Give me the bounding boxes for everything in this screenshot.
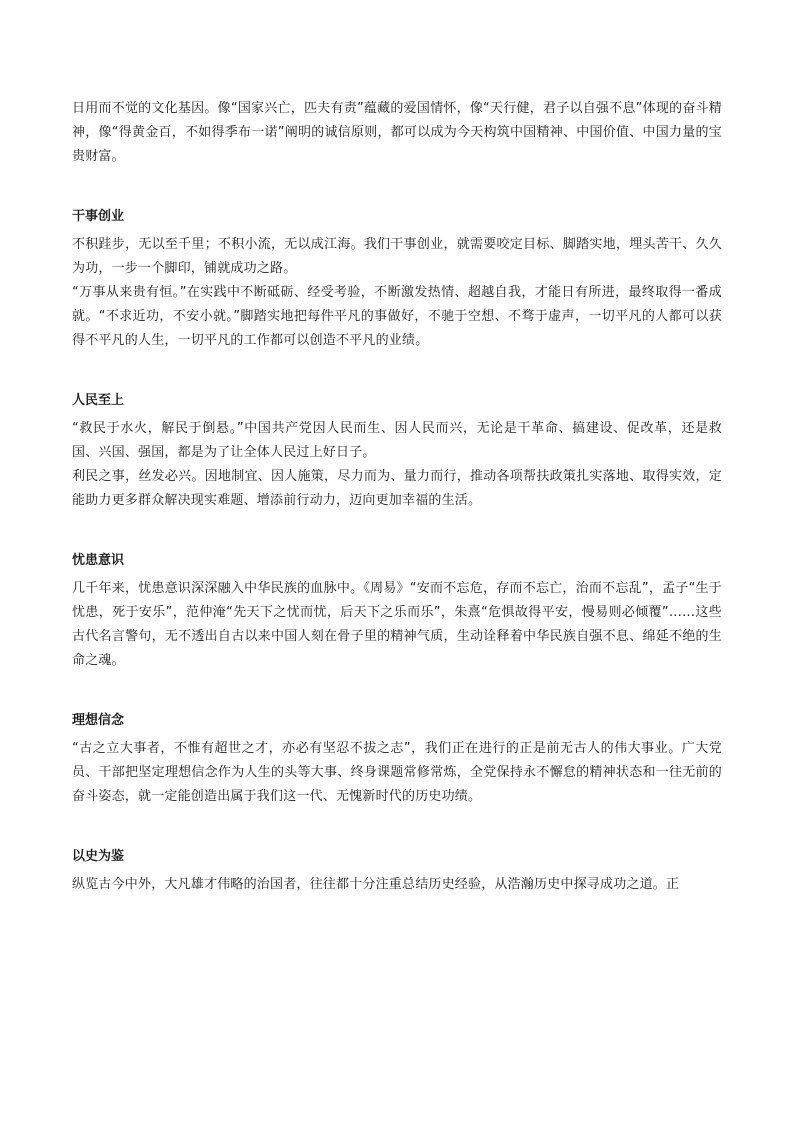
section-spacer (72, 809, 722, 845)
section-heading: 以史为鉴 (72, 849, 125, 864)
intro-paragraph: 日用而不觉的文化基因。像“国家兴亡，匹夫有责”蕴藏的爱国情怀，像“天行健，君子以自强不息”体现的奋斗精神，像“得黄金百，不如得季布一诺”阐明的诚信原则，都可以成为今天构筑中国精神、中国价值、中国力量的宝贵财富。 (72, 101, 722, 164)
section-you-huan-yi-shi (72, 549, 722, 673)
section-paragraph: 利民之事，丝发必兴。因地制宜、因人施策，尽力而为、量力而行，推动各项帮扶政策扎实落地、取得实效，定能助力更多群众解决现实难题、增添前行动力，迈向更加幸福的生活。 (72, 469, 722, 508)
document-page (72, 97, 722, 897)
section-paragraph: 几千年来，忧患意识深深融入中华民族的血脉中。《周易》“安而不忘危，存而不忘亡，治而不忘乱”，孟子“生于忧患，死于安乐”，范仲淹“先天下之忧而忧，后天下之乐而乐”，朱熹“危惧故得平安，慢易则必倾覆”……这些古代名言警句，无不透出自古以来中国人刻在骨子里的精神气质，生动诠释着中华民族自强不息、绵延不绝的生命之魂。 (72, 581, 722, 668)
section-paragraph: “万事从来贵有恒。”在实践中不断砥砺、经受考验，不断激发热情、超越自我，才能日有所进，最终取得一番成就。“不求近功，不安小就。”脚踏实地把每件平凡的事做好，不驰于空想、不骛于虚声，一切平凡的人都可以获得不平凡的人生，一切平凡的工作都可以创造不平凡的业绩。 (72, 285, 722, 348)
section-spacer (72, 513, 722, 549)
section-spacer (72, 353, 722, 389)
section-heading: 人民至上 (72, 393, 125, 408)
section-paragraph: “救民于水火，解民于倒悬。”中国共产党因人民而生、因人民而兴，无论是干革命、搞建设、促改革，还是救国、兴国、强国，都是为了让全体人民过上好日子。 (72, 421, 722, 460)
section-paragraph: 不积跬步，无以至千里；不积小流，无以成江海。我们干事创业，就需要咬定目标、脚踏实地，埋头苦干、久久为功，一步一个脚印，铺就成功之路。 (72, 237, 722, 276)
section-gan-shi-chuang-ye (72, 205, 722, 353)
section-heading: 干事创业 (72, 209, 125, 224)
section-paragraph: “古之立大事者，不惟有超世之才，亦必有坚忍不拔之志”，我们正在进行的正是前无古人的伟大事业。广大党员、干部把坚定理想信念作为人生的头等大事、终身课题常修常炼，全党保持永不懈怠的精神状态和一往无前的奋斗姿态，就一定能创造出属于我们这一代、无愧新时代的历史功绩。 (72, 741, 722, 804)
section-paragraph: 纵览古今中外，大凡雄才伟略的治国者，往往都十分注重总结历史经验，从浩瀚历史中探寻成功之道。正 (72, 877, 680, 892)
section-ren-min-zhi-shang (72, 389, 722, 513)
section-heading: 忧患意识 (72, 553, 125, 568)
section-yi-shi-wei-jian (72, 845, 722, 897)
section-li-xiang-xin-nian (72, 709, 722, 809)
section-heading: 理想信念 (72, 713, 125, 728)
section-spacer (72, 673, 722, 709)
section-spacer (72, 169, 722, 205)
